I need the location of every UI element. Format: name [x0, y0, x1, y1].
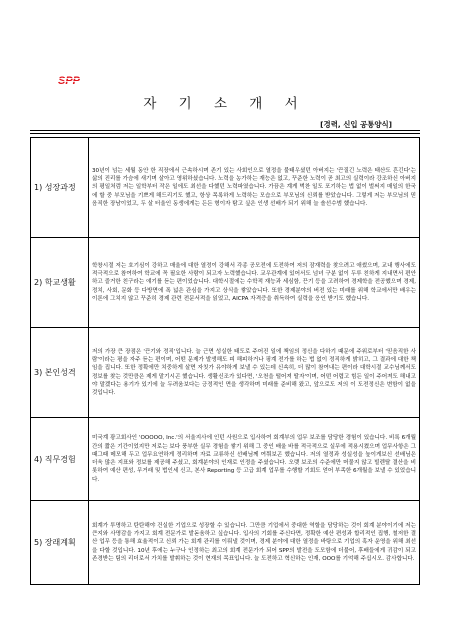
document-subtitle: [경력, 신입 공통양식]	[320, 120, 392, 129]
section-growth	[31, 138, 420, 238]
section-text[interactable]: 회계가 투명하고 탄탄해야 건실한 기업으로 성장할 수 있습니다. 그만큼 기업에서 중대한 역할을 담당하는 것이 회계 분야이기에 저는 큰지와 사명감을 가지고 회계 전문가로 발돋움하고 싶습니다. 입사의 기회를 주신다면, 정확한 예산 편성과 합리적인 집행, 철저한 결산 업무 등을 통해 효율적이고 신뢰 가는 회계 관리를 이뤄낼 것이며, 경제 분야에 대한 열정을 바탕으로 기업의 혹자 운영을 위해 최선을 다할 것입니다. 10년 후에는 누구나 인정하는 최고의 회계 전문가가 되어 SPP의 발전을 도모함에 더불어, 후배들에게 귀감이 되고 존경받는 팀의 리더로서 가치를 발휘하는 것이 현재의 목표입니다. 늘 도전하고 혁신하는 인재, OOO를 기억해 주십시오. 감사합니다.	[89, 501, 420, 585]
section-school-life	[31, 238, 420, 328]
section-work-experience	[31, 418, 420, 501]
section-label: 1) 성장과정	[31, 138, 89, 238]
section-label: 2) 학교생활	[31, 238, 89, 328]
self-introduction-table	[30, 137, 420, 585]
section-text[interactable]: 학창시절 저는 호기심이 강하고 매울에 대한 열정이 강해서 각종 공모전에 도전하여 저의 잠재력을 찾으려고 애썼으며, 교내 행사에도 적극적으로 참여하여 학교에 꼭 필요한 사람이 되고자 노력했습니다. 교우관계에 있어서도 넘녀 구분 없이 두루 친하게 지내면서 편안하고 즐거한 친구라는 얘기를 듣는 편이었습니다. 대학시절에는 수학적 재능과 세심함, 끈기 등을 고려하여 경제학을 전공했으며 경제, 정치, 사회, 문화 등 다방면에 폭 넓은 관심을 가지고 상식을 쌓았습니다. 또한 경제분야의 버전 있는 미래를 위해 학교에서만 배우는 이론에 그치지 않고 꾸준히 경제 관련 전문서적을 읽었고, AICPA 자격증을 취득하여 실력을 응인 받기도 했습니다.	[89, 238, 420, 328]
section-text[interactable]: 저의 가장 큰 장점은 '끈기와 정직'입니다. 늘 근면 성실한 태도로 주어진 일에 책임의 정신을 다하기 때문에 주위로부터 '믿음직한 사람'이라는 평을 자주 듣는 편이며, 어떤 문제가 발생해도 피 해피하거나 핑계 전가를 하는 법 없이 정직하게 밝히고, 그 결과에 대한 책임을 집니다. 또한 정확에만 치중하게 살면 자칫가 유야하게 보낼 수 있는데 신속히, 더 많이 참여내는 편이라 대학시절 교수님께서도 정보를 찾는 것만큼은 제게 맡기시곤 했습니다. 생활신조가 있다면, '오천을 떨어져 딸자'이며, 어떤 어렵고 힘든 일이 주어져도 해내고야 말겠다는 용기가 있기에 늘 두려움보다는 긍정적인 면을 생각하며 미래를 준비해 왔고, 앞으로도 저의 이 도전정신은 변함이 없을 것입니다.	[89, 328, 420, 418]
spp-logo	[58, 74, 92, 86]
section-text[interactable]: 미국계 광고회사인 'OOOOO, Inc.'의 서울지사에 인턴 사원으로 입사하여 회계부의 업무 보조를 담당한 경험이 있습니다. 비록 6개월간의 짧은 기간이었지만 저로는 보다 풍부한 실무 경험을 쌓기 위해 그 중인 배울 바를 적극적으로 실무에 적용시켰으며 업무사항은 그때그때 메모해 두고 업무요연하게 정리하며 자료 교류하신 선배님께 여쭤보곤 했습니다. 저의 열정과 성실성을 높이게보신 선배님은 더욱 많은 지표와 정보를 제공해 주셨고, 회계분야의 인재로 인정을 주셨습니다. 오랫 보조의 수준에만 머물지 않고 빌렌탈 결산을 비롯하여 예산 편성, 무거래 및 법인세 신고, 본사 Reporting 등 고급 회계 업무를 수행할 기회도 얻어 부족한 6개월을 보낼 수 있었습니다.	[89, 418, 420, 501]
section-label: 3) 본인성격	[31, 328, 89, 418]
section-personality	[31, 328, 420, 418]
header-rule-top	[30, 130, 420, 131]
section-future-plans	[31, 501, 420, 585]
section-label: 5) 장래계획	[31, 501, 89, 585]
document-title: 자 기 소 개 서	[143, 96, 307, 112]
section-label: 4) 직무경험	[31, 418, 89, 501]
header-rule-bottom	[30, 133, 420, 134]
spp-logo-text: SPP	[58, 75, 81, 86]
section-text[interactable]: 30년이 넘는 세월 동안 한 직장에서 근속하시며 존기 있는 사회인으로 열정을 불태우셨던 아버지는 '끈질긴 노력은 태산도 흔긴다'는 삶의 진리를 가슴에 새기며 살아고 영위하셨습니다. 노력을 농가하는 재능은 없고, 꾸준한 노력이 곧 최고의 실력이라 강조하신 아버지의 평일처럼 저는 일학부터 작은 일에도 최선을 다했던 노력파였습니다. 가끔은 계게 벅찬 일도 포기하는 법 없이 벌써지 매일의 한국에 할 중 부모님을 기쁘게 해드리기도 했고, 항상 목록하게 노력하는 모습으로 부모님의 신뢰를 받았습니다. 그렇게 저는 부모님의 믿음직한 장남이었고, 두 살 터울인 동생에게는 든든 형이자 탐고 싶은 인생 선배가 되기 위해 늘 솔선수범 했습니다.	[89, 138, 420, 238]
